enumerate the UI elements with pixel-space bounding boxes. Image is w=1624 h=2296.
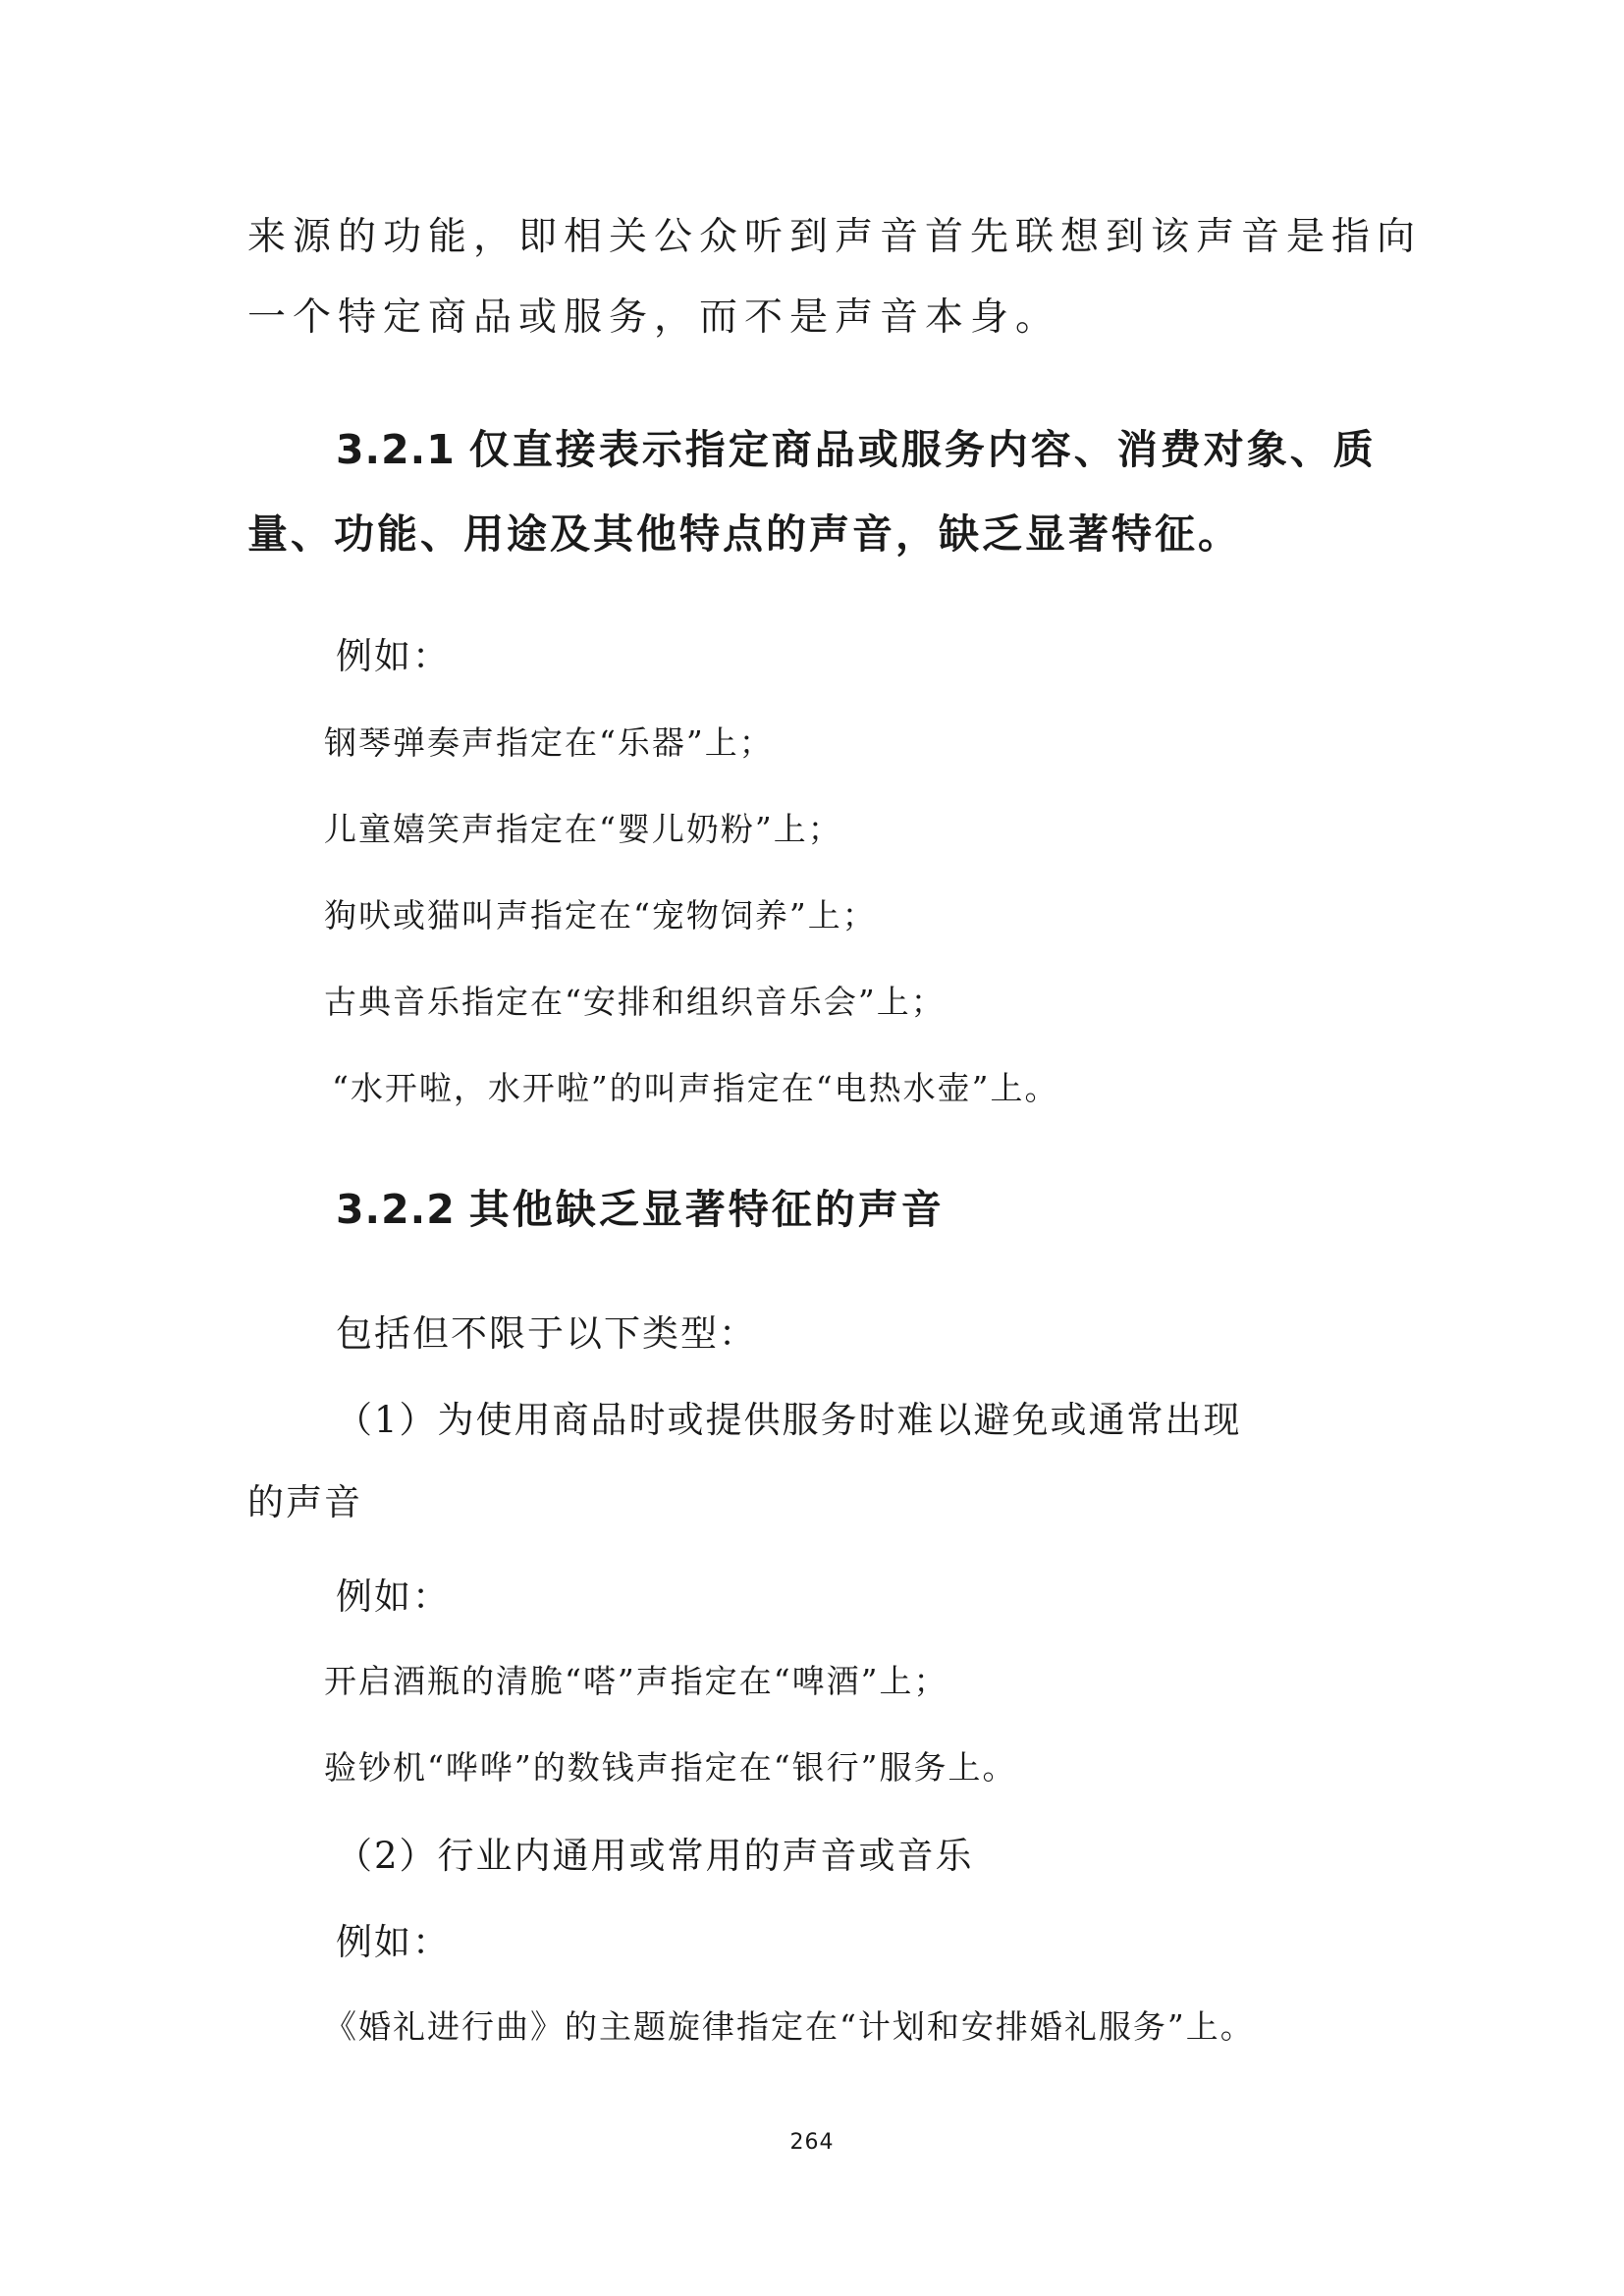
section-322-item-2-label: （2）行业内通用或常用的声音或音乐 [336, 1835, 974, 1877]
section-321-example-3: 狗吠或猫叫声指定在“宠物饲养”上； [324, 896, 877, 934]
intro-paragraph-line-1: 来源的功能，即相关公众听到声音首先联想到该声音是指向 [247, 215, 1423, 259]
section-322-heading [336, 1186, 945, 1233]
section-322-item-2-example-1: 《婚礼进行曲》的主题旋律指定在“计划和安排婚礼服务”上。 [324, 2007, 1255, 2046]
section-321-example-label: 例如： [336, 635, 451, 677]
page-number: 264 [789, 2130, 835, 2155]
section-322-title: 其他缺乏显著特征的声音 [468, 1186, 945, 1233]
section-322-intro: 包括但不限于以下类型： [336, 1312, 757, 1355]
section-321-example-5: “水开啦，水开啦”的叫声指定在“电热水壶”上。 [332, 1069, 1059, 1107]
section-321-heading [336, 426, 1377, 473]
section-321-example-2: 儿童嬉笑声指定在“婴儿奶粉”上； [324, 810, 842, 848]
section-322-item-1-label-line-2: 的声音 [247, 1481, 362, 1523]
section-321-example-4: 古典音乐指定在“安排和组织音乐会”上； [324, 983, 946, 1021]
section-321-title-line-1: 仅直接表示指定商品或服务内容、消费对象、质 [468, 426, 1377, 473]
section-322-item-2-example-label: 例如： [336, 1921, 451, 1963]
section-322-item-1-example-1: 开启酒瓶的清脆“嗒”声指定在“啤酒”上； [324, 1662, 948, 1700]
section-321-example-1: 钢琴弹奏声指定在“乐器”上； [324, 723, 774, 762]
section-322-item-1-example-label: 例如： [336, 1575, 451, 1618]
section-322-number: 3.2.2 [336, 1186, 456, 1233]
section-321-title-line-2: 量、功能、用途及其他特点的声音，缺乏显著特征。 [247, 510, 1241, 558]
intro-paragraph-line-2: 一个特定商品或服务，而不是声音本身。 [247, 295, 1061, 340]
section-322-item-1-label-line-1: （1）为使用商品时或提供服务时难以避免或通常出现 [336, 1399, 1242, 1441]
section-321-number: 3.2.1 [336, 426, 456, 473]
section-322-item-1-example-2: 验钞机“哗哗”的数钱声指定在“银行”服务上。 [324, 1748, 1017, 1787]
